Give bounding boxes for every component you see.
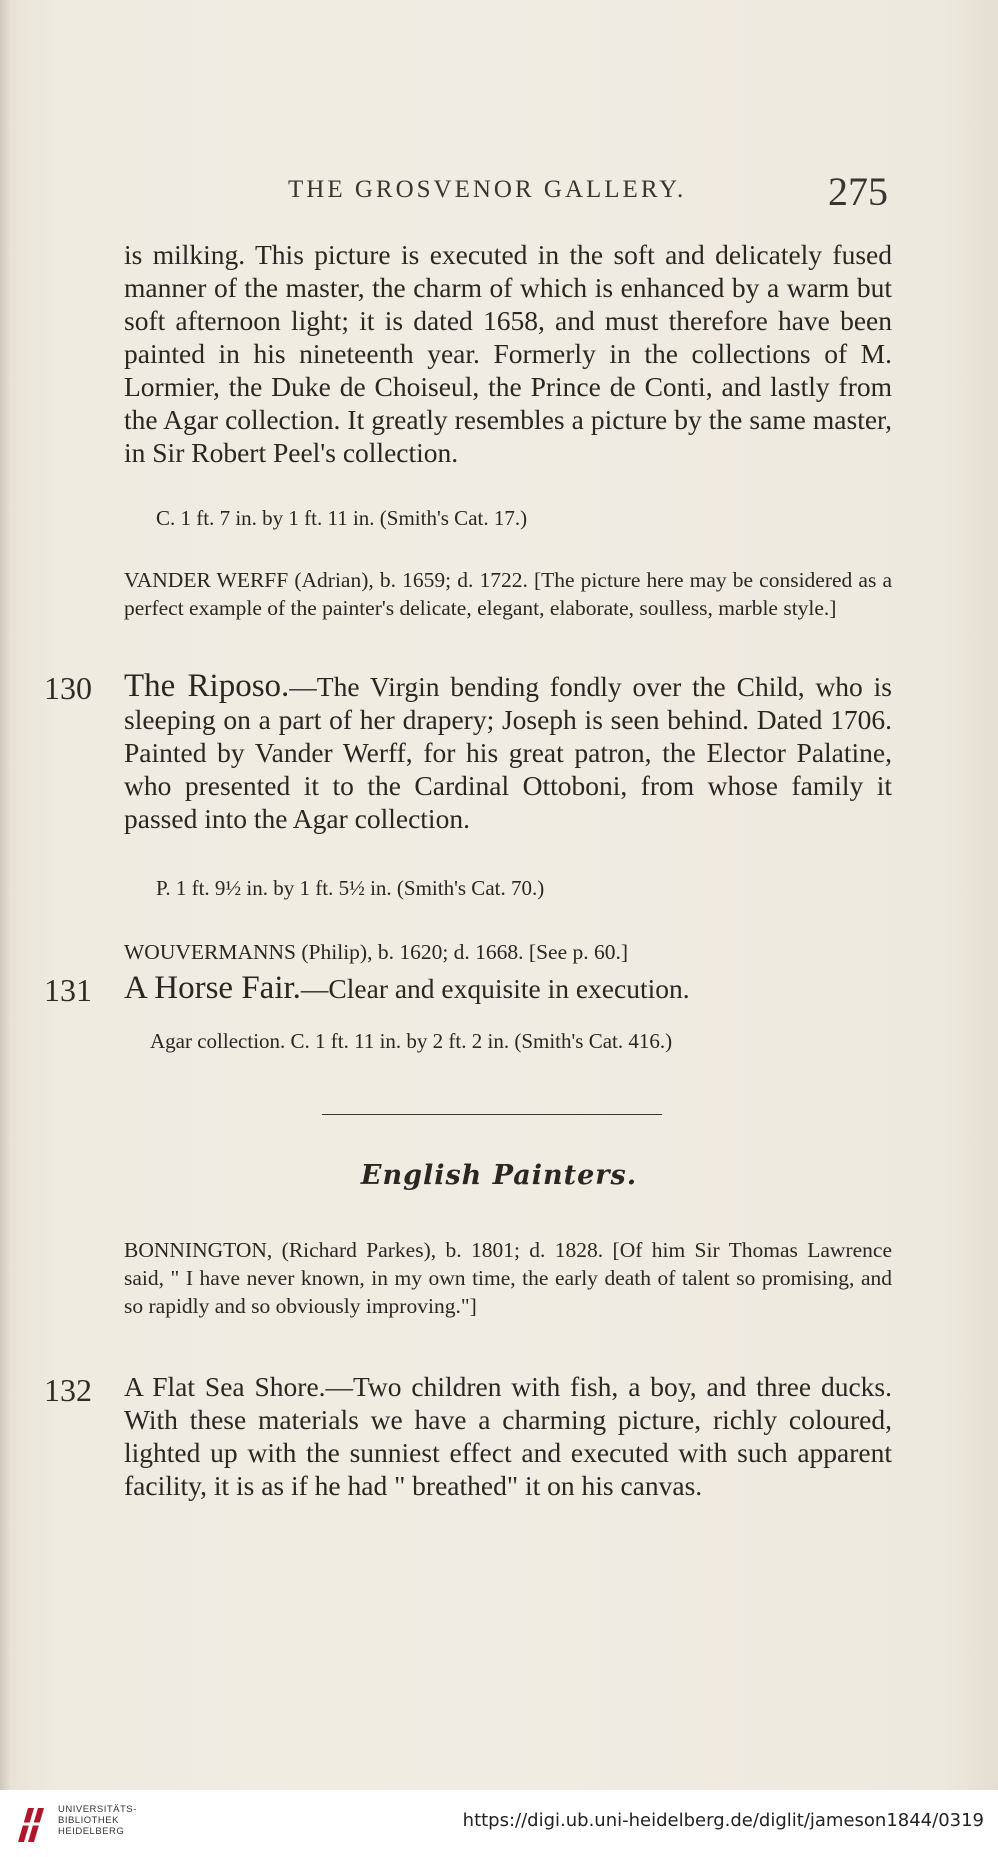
- paragraph-intro: is milking. This picture is executed in the soft and delicately fused manner of the master, the charm of which is enhanced by a warm but soft afternoon light; it is dated 1658, and must therefore have been painted in his nineteenth year. Formerly in the collections of M. Lormier, the Duke de Choiseul, the Prince de Conti, and lastly from the Agar collection. It greatly resembles a picture by the same master, in Sir Robert Peel's collection.: [124, 239, 892, 468]
- entry-131-text: —Clear and exquisite in execution.: [300, 973, 690, 1004]
- running-title: THE GROSVENOR GALLERY.: [288, 176, 687, 203]
- library-name-line3: HEIDELBERG: [58, 1826, 125, 1837]
- entry-132-text: A Flat Sea Shore.—Two children with fish, a boy, and three ducks. With these materials we have a charming picture, richly coloured, lighted up with the sunniest effect and executed with such apparent facility, it is as if he had " breathed" it on his canvas.: [124, 1371, 892, 1501]
- page-number: 275: [828, 169, 888, 214]
- entry-132-number: 132: [44, 1372, 92, 1408]
- artist-bonnington: BONNINGTON, (Richard Parkes), b. 1801; d. 1828. [Of him Sir Thomas Lawrence said, " I have never known, in my own time, the early death of talent so promising, and so rapidly and so obviously improving."]: [124, 1238, 892, 1318]
- entry-131-title: A Horse Fair.: [124, 970, 301, 1006]
- dimensions-intro: C. 1 ft. 7 in. by 1 ft. 11 in. (Smith's Cat. 17.): [156, 506, 528, 530]
- entry-131: [124, 972, 892, 1005]
- entry-130-title: The Riposo.: [124, 668, 290, 704]
- artist-wouvermanns: WOUVERMANNS (Philip), b. 1620; d. 1668. [See p. 60.]: [124, 940, 629, 964]
- page-edge-shadow: [0, 0, 10, 1790]
- library-name-line2: BIBLIOTHEK: [58, 1815, 119, 1826]
- page-header: [120, 168, 890, 218]
- entry-130-dimensions: P. 1 ft. 9½ in. by 1 ft. 5½ in. (Smith's Cat. 70.): [156, 876, 545, 900]
- permalink-url[interactable]: https://digi.ub.uni-heidelberg.de/diglit/jameson1844/0319: [462, 1810, 984, 1831]
- entry-131-number: 131: [44, 972, 92, 1008]
- heidelberg-library-logo-icon: [14, 1802, 50, 1846]
- section-heading: English Painters.: [360, 1160, 638, 1191]
- entry-130-number: 130: [44, 670, 92, 706]
- entry-130-text: —The Virgin bending fondly over the Child, who is sleeping on a part of her drapery; Joseph is seen behind. Dated 1706. Painted by Vander Werff, for his great patron, the Elector Palatine, who presented it to the Cardinal Ottoboni, from whose family it passed into the Agar collection.: [124, 671, 892, 834]
- library-name-line1: UNIVERSITÄTS-: [58, 1804, 137, 1815]
- entry-131-dimensions: Agar collection. C. 1 ft. 11 in. by 2 ft. 2 in. (Smith's Cat. 416.): [150, 1029, 673, 1053]
- entry-130: [124, 670, 892, 835]
- artist-vander-werff: VANDER WERFF (Adrian), b. 1659; d. 1722. [The picture here may be considered as a perfect example of the painter's delicate, elegant, elaborate, soulless, marble style.]: [124, 568, 892, 620]
- digitization-footer: [0, 1790, 998, 1857]
- library-name: [58, 1804, 137, 1837]
- section-divider: [322, 1114, 662, 1115]
